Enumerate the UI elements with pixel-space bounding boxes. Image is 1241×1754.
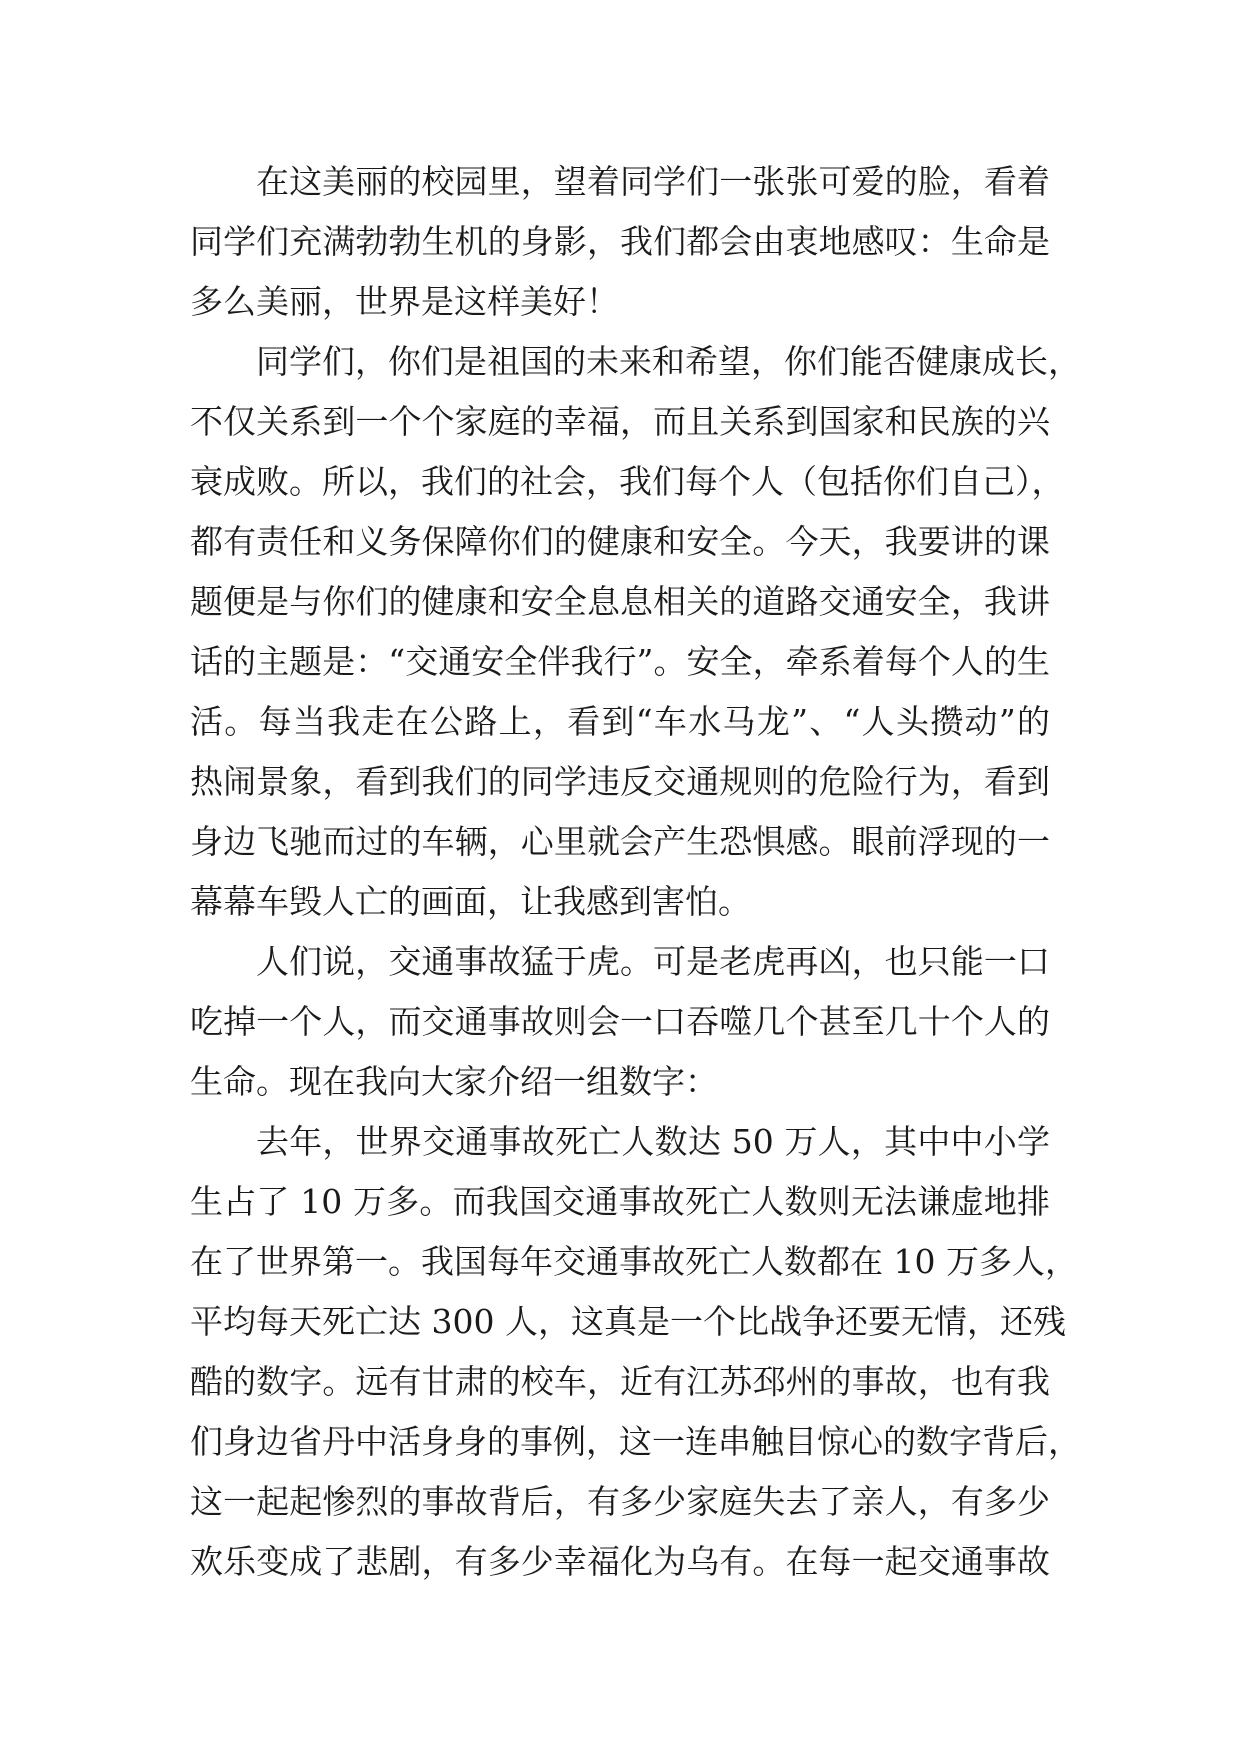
paragraph-2-line-7: 活。每当我走在公路上，看到“车水马龙”、“人头攒动”的 bbox=[190, 702, 1050, 741]
paragraph-4-line-5: 酷的数字。远有甘肃的校车，近有江苏邳州的事故，也有我 bbox=[190, 1362, 1050, 1401]
paragraph-4-line-6: 们身边省丹中活身身的事例，这一连串触目惊心的数字背后， bbox=[190, 1422, 1081, 1461]
paragraph-2-line-3: 衰成败。所以，我们的社会，我们每个人（包括你们自己）， bbox=[190, 462, 1065, 501]
paragraph-2-line-2: 不仅关系到一个个家庭的幸福，而且关系到国家和民族的兴 bbox=[190, 402, 1050, 441]
paragraph-2-line-4: 都有责任和义务保障你们的健康和安全。今天，我要讲的课 bbox=[190, 522, 1050, 561]
paragraph-2-line-10: 幕幕车毁人亡的画面，让我感到害怕。 bbox=[190, 882, 751, 921]
paragraph-4-line-4: 平均每天死亡达 300 人，这真是一个比战争还要无情，还残 bbox=[190, 1302, 1066, 1341]
paragraph-1-line-1: 在这美丽的校园里，望着同学们一张张可爱的脸，看着 bbox=[256, 162, 1050, 201]
paragraph-4-line-2: 生占了 10 万多。而我国交通事故死亡人数则无法谦虚地排 bbox=[190, 1182, 1050, 1221]
paragraph-3-line-2: 吃掉一个人，而交通事故则会一口吞噬几个甚至几十个人的 bbox=[190, 1002, 1050, 1041]
paragraph-1-line-2: 同学们充满勃勃生机的身影，我们都会由衷地感叹：生命是 bbox=[190, 222, 1050, 261]
document-body bbox=[190, 152, 1081, 1592]
paragraph-3-line-1: 人们说，交通事故猛于虎。可是老虎再凶，也只能一口 bbox=[256, 942, 1050, 981]
paragraph-2-line-6: 话的主题是：“交通安全伴我行”。安全，牵系着每个人的生 bbox=[190, 642, 1050, 681]
paragraph-4-line-8: 欢乐变成了悲剧，有多少幸福化为乌有。在每一起交通事故 bbox=[190, 1542, 1050, 1581]
paragraph-2-line-1: 同学们，你们是祖国的未来和希望，你们能否健康成长， bbox=[256, 342, 1081, 381]
paragraph-1-line-3: 多么美丽，世界是这样美好！ bbox=[190, 282, 619, 321]
paragraph-2-line-9: 身边飞驰而过的车辆，心里就会产生恐惧感。眼前浮现的一 bbox=[190, 822, 1050, 861]
paragraph-3-line-3: 生命。现在我向大家介绍一组数字： bbox=[190, 1062, 718, 1101]
paragraph-2-line-8: 热闹景象，看到我们的同学违反交通规则的危险行为，看到 bbox=[190, 762, 1050, 801]
paragraph-2-line-5: 题便是与你们的健康和安全息息相关的道路交通安全，我讲 bbox=[190, 582, 1050, 621]
paragraph-4-line-7: 这一起起惨烈的事故背后，有多少家庭失去了亲人，有多少 bbox=[190, 1482, 1050, 1521]
paragraph-4-line-3: 在了世界第一。我国每年交通事故死亡人数都在 10 万多人， bbox=[190, 1242, 1078, 1281]
paragraph-4-line-1: 去年，世界交通事故死亡人数达 50 万人，其中中小学 bbox=[256, 1122, 1050, 1161]
